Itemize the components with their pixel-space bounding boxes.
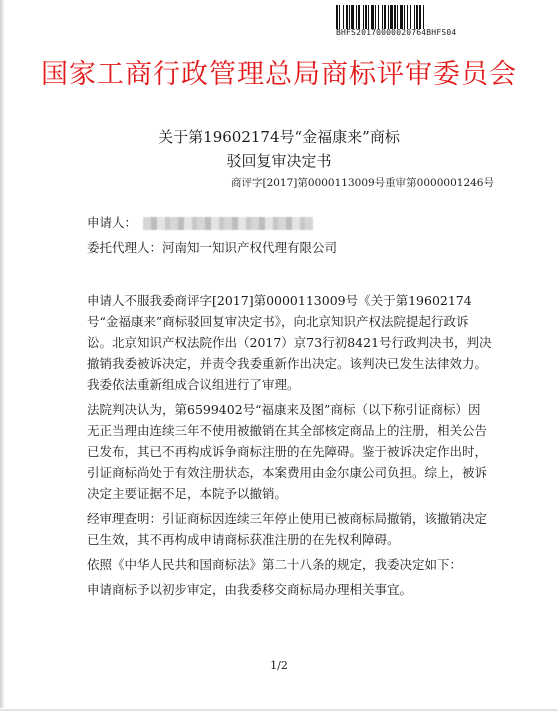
redacted-applicant-name: [143, 217, 313, 230]
paragraph-4: 依照《中华人民共和国商标法》第二十八条的规定，我委决定如下：: [87, 557, 463, 572]
document-title-line2: 驳回复审决定书: [226, 152, 332, 170]
page-edge-shadow: [0, 0, 5, 711]
agent-name: 河南知一知识产权代理有限公司: [162, 240, 338, 255]
barcode-text: BHFS20170000020764BHFS04: [336, 28, 457, 37]
applicant-label: 申请人：: [87, 215, 138, 230]
agent-label: 委托代理人：: [87, 240, 163, 255]
document-body: [87, 290, 492, 600]
barcode-image: [336, 5, 484, 29]
agency-title: 国家工商行政管理总局商标评审委员会: [41, 59, 517, 90]
page-number: 1/2: [270, 659, 288, 672]
agent-line: [87, 238, 337, 256]
reference-number: 商评字[2017]第0000113009号重审第0000001246号: [230, 177, 494, 189]
document-title-line1: 关于第19602174号“金福康来”商标: [158, 128, 400, 146]
applicant-line: [87, 213, 313, 231]
paragraph-5: 申请商标予以初步审定，由我委移交商标局办理相关事宜。: [87, 582, 413, 597]
paragraph-2: 法院判决认为，第6599402号“福康来及图”商标（以下称引证商标）因无正当理由连续三年不使用被撤销在其全部核定商品上的注册，相关公告已发布，其已不再构成诉争商标注册的在先障碍。鉴于被诉决定作出时，引证商标尚处于有效注册状态，本案费用由金尔康公司负担。综上，被诉决定主要证据不足，本院予以撤销。: [87, 402, 488, 501]
paragraph-3: 经审理查明：引证商标因连续三年停止使用已被商标局撤销，该撤销决定已生效，其不再构成申请商标获准注册的在先权利障碍。: [87, 511, 488, 547]
paragraph-1: 申请人不服我委商评字[2017]第0000113009号《关于第19602174号“金福康来”商标驳回复审决定书》，向北京知识产权法院提起行政诉讼。北京知识产权法院作出（2017）京73行初8421号行政判决书，判决撤销我委被诉决定，并责令我委重新作出决定。该判决已发生法律效力。我委依法重新组成合议组进行了审理。: [87, 293, 492, 392]
